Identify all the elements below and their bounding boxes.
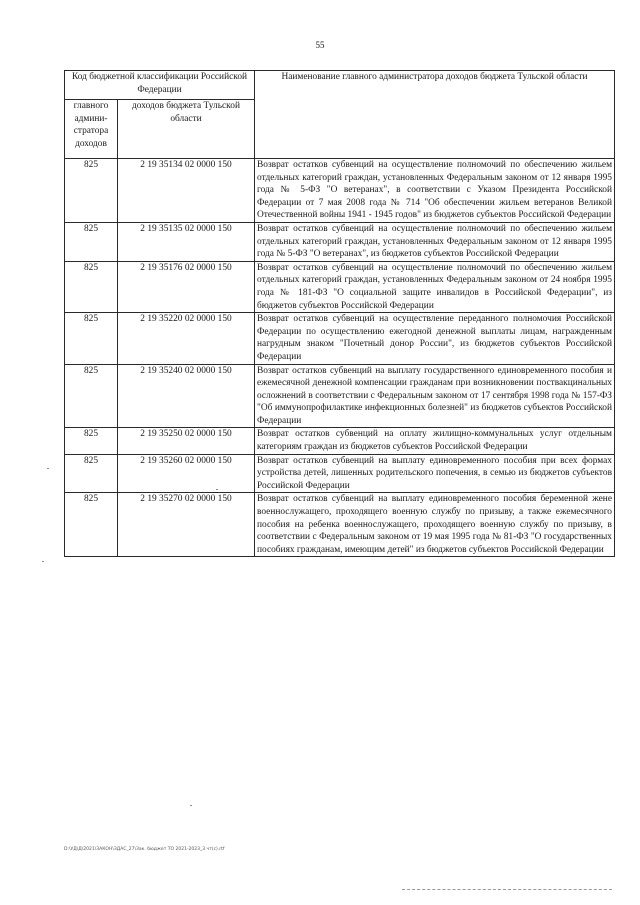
margin-mark (42, 561, 44, 562)
table-row (65, 159, 615, 223)
table-row (65, 313, 615, 364)
revenue-code-cell: 2 19 35134 02 0000 150 (118, 159, 255, 223)
admin-code-cell: 825 (65, 261, 118, 312)
budget-classification-table (64, 70, 615, 557)
header-chief-administrator: главного админи-стратора доходов (65, 100, 118, 159)
revenue-code-cell: 2 19 35250 02 0000 150 (118, 428, 255, 454)
header-budget-revenue: доходов бюджета Тульской области (118, 100, 255, 159)
revenue-name-cell: Возврат остатков субвенций на выплату единовременного пособия беременной жене военнослужащего, проходящего военную службу по призыву, а также ежемесячного пособия на ребенка военнослужащего, проходящего военную службу по призыву, в соответствии с Федеральным законом от 19 мая 1995 года № 81-ФЗ "О государственных пособиях гражданам, имеющим детей" из бюджетов субъектов Российской Федерации (255, 493, 615, 557)
footer-line (402, 889, 612, 890)
admin-code-cell: 825 (65, 159, 118, 223)
admin-code-cell: 825 (65, 428, 118, 454)
table-row (65, 364, 615, 428)
header-classification-code: Код бюджетной классификации Российской Федерации (65, 71, 255, 100)
revenue-code-cell: 2 19 35240 02 0000 150 (118, 364, 255, 428)
revenue-name-cell: Возврат остатков субвенций на выплату единовременного пособия при всех формах устройства детей, лишенных родительского попечения, в семью из бюджетов субъектов Российской Федерации (255, 454, 615, 493)
footer-file-path: D:\УД\Д\2021\ЗАКОН\ЗДАС_27\Зак. бюджет ТО 2021-2023_3 чт(с).rtf (64, 847, 225, 852)
admin-code-cell: 825 (65, 493, 118, 557)
revenue-code-cell: 2 19 35260 02 0000 150 (118, 454, 255, 493)
table-row (65, 222, 615, 261)
revenue-name-cell: Возврат остатков субвенций на осуществление полномочий по обеспечению жильем отдельных категорий граждан, установленных Федеральным законом от 12 января 1995 года № 5-ФЗ "О ветеранах", из бюджетов субъектов Российской Федерации (255, 222, 615, 261)
revenue-name-cell: Возврат остатков субвенций на выплату государственного единовременного пособия и ежемесячной денежной компенсации гражданам при возникновении поствакцинальных осложнений в соответствии с Федеральным законом от 17 сентября 1998 года № 157-ФЗ "Об иммунопрофилактике инфекционных болезней" из бюджетов субъектов Российской Федерации (255, 364, 615, 428)
revenue-code-cell: 2 19 35135 02 0000 150 (118, 222, 255, 261)
table-row (65, 493, 615, 557)
table-row (65, 261, 615, 312)
margin-mark (216, 489, 218, 490)
margin-mark (190, 805, 192, 806)
revenue-code-cell: 2 19 35176 02 0000 150 (118, 261, 255, 312)
admin-code-cell: 825 (65, 222, 118, 261)
table-row (65, 428, 615, 454)
table-row (65, 454, 615, 493)
revenue-code-cell: 2 19 35270 02 0000 150 (118, 493, 255, 557)
revenue-code-cell: 2 19 35220 02 0000 150 (118, 313, 255, 364)
revenue-name-cell: Возврат остатков субвенций на оплату жилищно-коммунальных услуг отдельным категориям граждан из бюджетов субъектов Российской Федерации (255, 428, 615, 454)
page-number: 55 (315, 40, 325, 50)
revenue-name-cell: Возврат остатков субвенций на осуществление полномочий по обеспечению жильем отдельных категорий граждан, установленных Федеральным законом от 24 ноября 1995 года № 181-ФЗ "О социальной защите инвалидов в Российской Федерации", из бюджетов субъектов Российской Федерации (255, 261, 615, 312)
admin-code-cell: 825 (65, 313, 118, 364)
revenue-name-cell: Возврат остатков субвенций на осуществление полномочий по обеспечению жильем отдельных категорий граждан, установленных Федеральным законом от 12 января 1995 года № 5-ФЗ "О ветеранах", в соответствии с Указом Президента Российской Федерации от 7 мая 2008 года № 714 "Об обеспечении жильем ветеранов Великой Отечественной войны 1941 - 1945 годов" из бюджетов субъектов Российской Федерации (255, 159, 615, 223)
admin-code-cell: 825 (65, 454, 118, 493)
revenue-name-cell: Возврат остатков субвенций на осуществление переданного полномочия Российской Федерации по осуществлению ежегодной денежной выплаты лицам, награжденным нагрудным знаком "Почетный донор России", из бюджетов субъектов Российской Федерации (255, 313, 615, 364)
header-administrator-name: Наименование главного администратора доходов бюджета Тульской области (255, 71, 615, 159)
margin-mark (47, 468, 49, 469)
admin-code-cell: 825 (65, 364, 118, 428)
